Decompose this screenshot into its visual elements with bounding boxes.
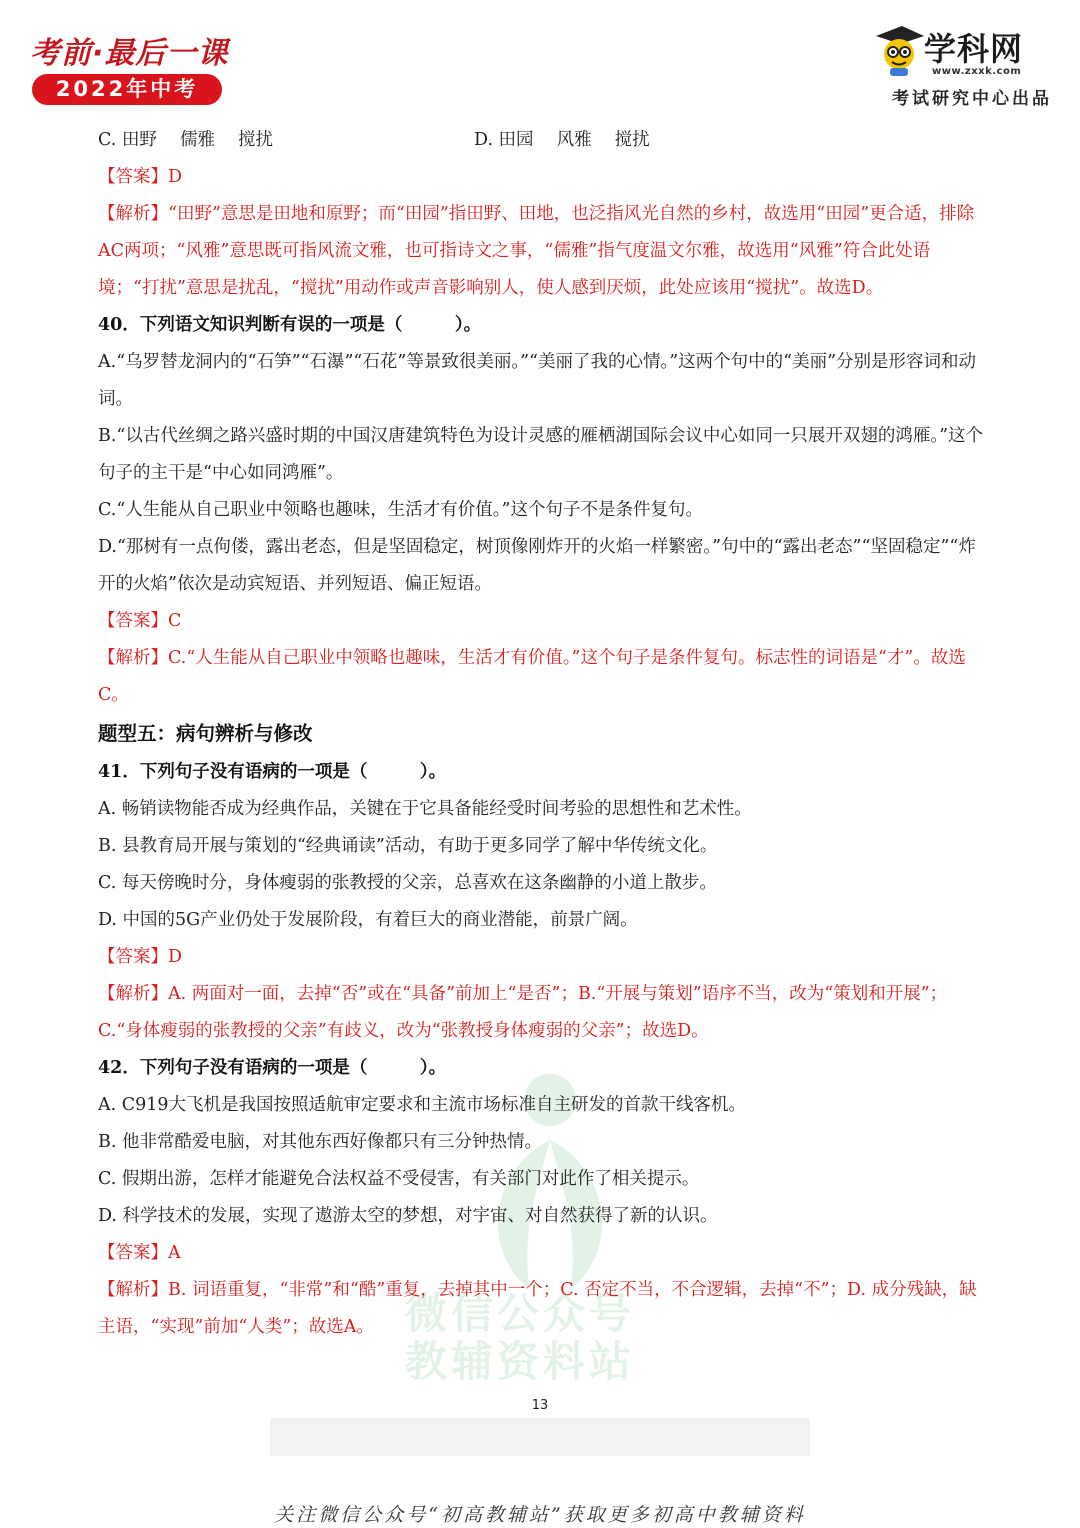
q42-option-d: D. 科学技术的发展，实现了遨游太空的梦想，对宇宙、对自然获得了新的认识。 — [98, 1206, 718, 1226]
q39-analysis: 【解析】“田野”意思是田地和原野；而“田园”指田野、田地，也泛指风光自然的乡村，故选用“田园”更合适，排除AC两项；“风雅”意思既可指风流文雅，也可指诗文之事，“儒雅”指气度温文尔雅，故选用“风雅”符合此处语境；“打扰”意思是扰乱，“搅扰”用动作或声音影响别人，使人感到厌烦，此处应该用“搅扰”。故选D。 — [98, 204, 975, 298]
page-header — [0, 0, 1080, 118]
logo-url: www.zxxk.com — [932, 66, 1022, 77]
q40-answer: 【答案】C — [98, 611, 182, 631]
watermark-line-2: 教辅资料站 — [405, 1337, 636, 1386]
q41-answer: 【答案】D — [98, 947, 183, 967]
q40-option-a: A.“乌罗替龙洞内的“石笋”“石瀑”“石花”等景致很美丽。”“美丽了我的心情。”这两个句中的“美丽”分别是形容词和动词。 — [98, 352, 977, 409]
q42-analysis: 【解析】B. 词语重复，“非常”和“酷”重复，去掉其中一个；C. 否定不当，不合逻辑，去掉“不”；D. 成分残缺，缺主语，“实现”前加“人类”；故选A。 — [98, 1280, 977, 1337]
logo-subtitle: 考试研究中心出品 — [892, 89, 1052, 109]
q41-stem: 41．下列句子没有语病的一项是（ ）。 — [98, 762, 447, 782]
logo-name: 学科网 — [924, 30, 1024, 68]
mascot-icon — [872, 22, 926, 78]
q42-answer: 【答案】A — [98, 1243, 181, 1263]
q42-option-c: C. 假期出游，怎样才能避免合法权益不受侵害，有关部门对此作了相关提示。 — [98, 1169, 700, 1189]
document-body — [98, 122, 988, 1346]
q42-option-a: A. C919大飞机是我国按照适航审定要求和主流市场标准自主研发的首款干线客机。 — [98, 1095, 747, 1115]
page-number: 13 — [531, 1398, 549, 1413]
q42-option-b: B. 他非常酷爱电脑，对其他东西好像都只有三分钟热情。 — [98, 1132, 542, 1152]
q40-option-c: C.“人生能从自己职业中领略也趣味，生活才有价值。”这个句子不是条件复句。 — [98, 500, 703, 520]
section-title: 题型五：病句辨析与修改 — [98, 722, 313, 745]
q40-stem: 40．下列语文知识判断有误的一项是（ ）。 — [98, 315, 482, 335]
q42-stem: 42．下列句子没有语病的一项是（ ）。 — [98, 1058, 447, 1078]
q40-option-d: D.“那树有一点佝偻，露出老态，但是坚固稳定，树顶像刚炸开的火焰一样繁密。”句中的“露出老态”“坚固稳定”“炸开的火焰”依次是动宾短语、并列短语、偏正短语。 — [98, 537, 976, 594]
q41-option-c: C. 每天傍晚时分，身体瘦弱的张教授的父亲，总喜欢在这条幽静的小道上散步。 — [98, 873, 717, 893]
q40-option-b: B.“以古代丝绸之路兴盛时期的中国汉唐建筑特色为设计灵感的雁栖湖国际会议中心如同一只展开双翅的鸿雁。”这个句子的主干是“中心如同鸿雁”。 — [98, 426, 984, 483]
footer-note: 关注微信公众号“初高教辅站”获取更多初高中教辅资料 — [274, 1504, 806, 1526]
q39-option-d: D. 田园 风雅 搅扰 — [474, 130, 650, 150]
q40-analysis: 【解析】C.“人生能从自己职业中领略也趣味，生活才有价值。”这个句子是条件复句。标志性的词语是“才”。故选C。 — [98, 648, 966, 705]
q39-options-cd — [98, 122, 988, 159]
q39-option-c: C. 田野 儒雅 搅扰 — [98, 130, 274, 150]
q39-answer: 【答案】D — [98, 167, 183, 187]
brand-title: 考前·最后一课 — [30, 36, 229, 71]
brand-badge: 2022年中考 — [32, 74, 222, 105]
q41-analysis: 【解析】A. 两面对一面，去掉“否”或在“具备”前加上“是否”；B.“开展与策划”语序不当，改为“策划和开展”；C.“身体瘦弱的张教授的父亲”有歧义，改为“张教授身体瘦弱的父亲”；故选D。 — [98, 984, 948, 1041]
watermark-line-1: 微信公众号 — [405, 1289, 636, 1338]
zxxk-logo — [872, 22, 1052, 112]
q41-option-b: B. 县教育局开展与策划的“经典诵读”活动，有助于更多同学了解中华传统文化。 — [98, 836, 718, 856]
q41-option-d: D. 中国的5G产业仍处于发展阶段，有着巨大的商业潜能，前景广阔。 — [98, 910, 638, 930]
gray-bar — [270, 1418, 810, 1456]
q41-option-a: A. 畅销读物能否成为经典作品，关键在于它具备能经受时间考验的思想性和艺术性。 — [98, 799, 752, 819]
